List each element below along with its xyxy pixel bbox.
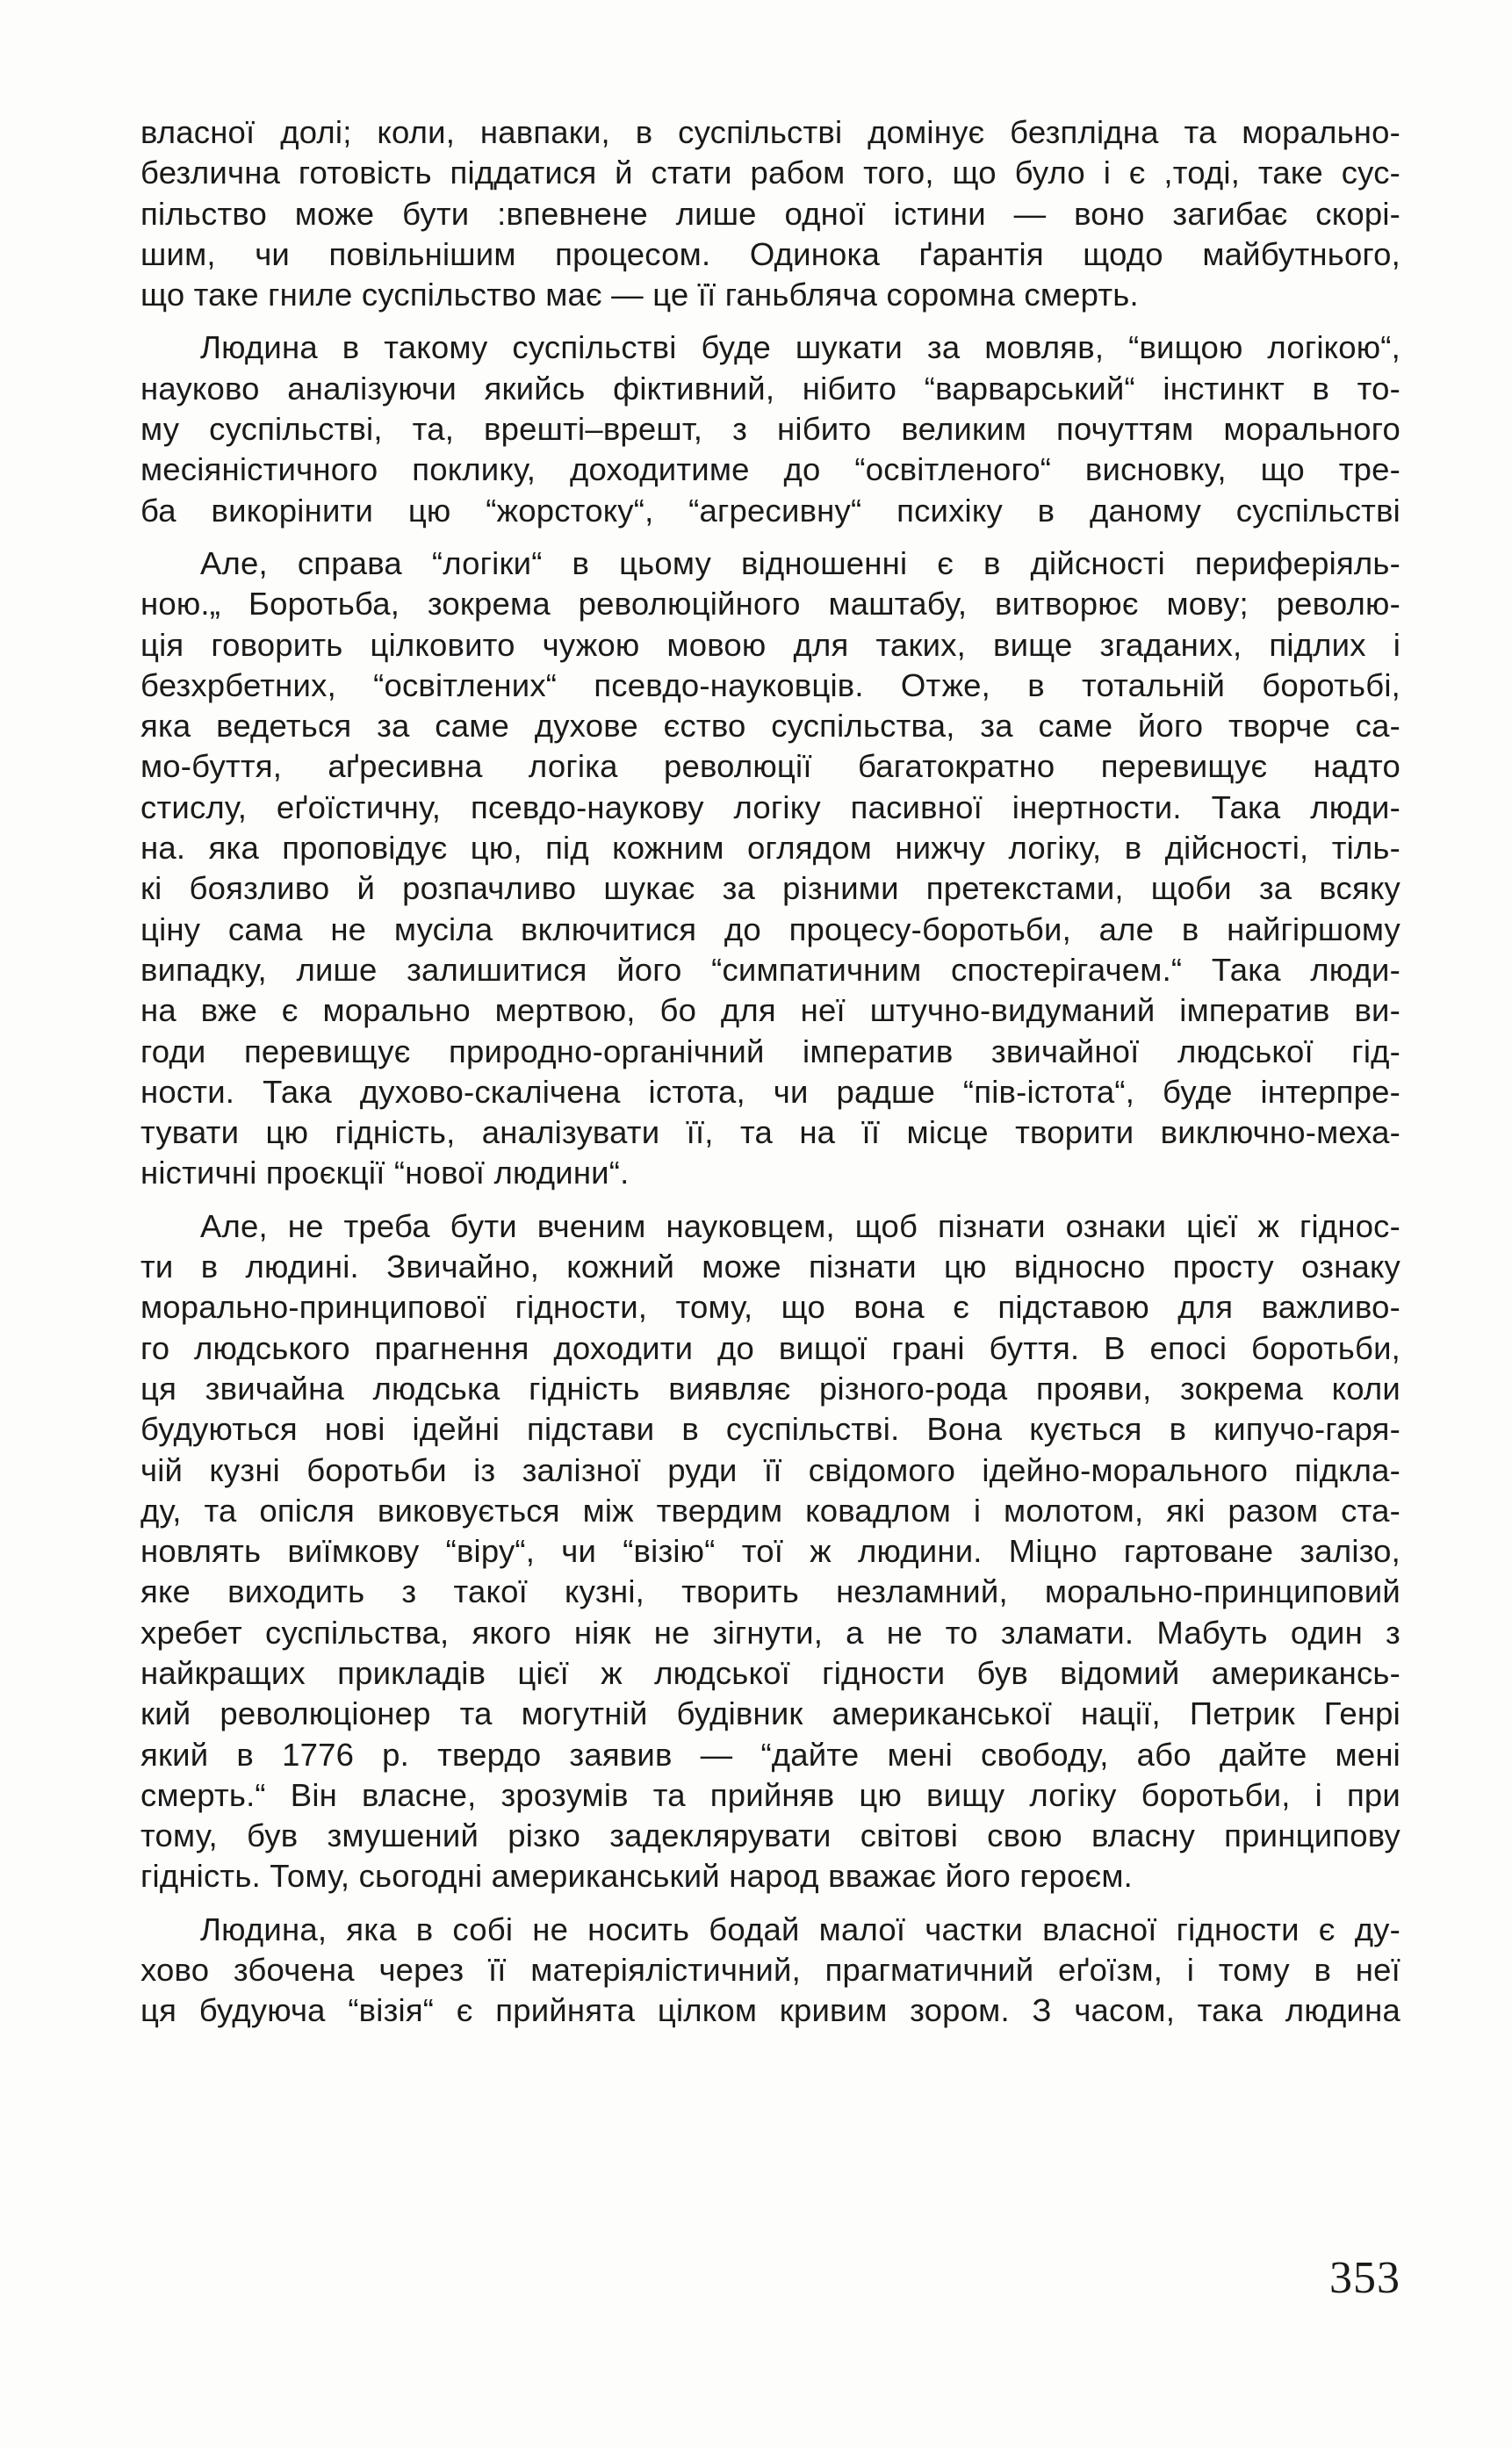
text-line: яке виходить з такої кузні, творить незламний, морально-принциповий (140, 1573, 1400, 1610)
text-line: новлять виїмкову “віру“, чи “візію“ тої ж людини. Міцно гартоване залізо, (140, 1533, 1400, 1570)
text-line: Але, справа “логіки“ в цьому відношенні є в дійсності периферіяль- (200, 544, 1400, 581)
text-line: безхрбетних, “освітлених“ псевдо-науковців. Отже, в тотальній боротьбі, (140, 666, 1400, 703)
paragraph-2 (140, 327, 1400, 530)
body-text (140, 112, 1400, 2044)
text-line: ба викорінити цю “жорстоку“, “агресивну“ психіку в даному суспільстві (140, 492, 1400, 529)
text-line: тувати цю гідність, аналізувати її, та на її місце творити виключно-меха- (140, 1114, 1400, 1151)
text-line: хребет суспільства, якого ніяк не зігнути, а не то зламати. Мабуть один з (140, 1614, 1400, 1651)
text-line: шим, чи повільнішим процесом. Одинока ґарантія щодо майбутнього, (140, 235, 1400, 272)
text-line: на. яка проповідує цю, під кожним оглядом нижчу логіку, в дійсності, тіль- (140, 830, 1400, 867)
paragraph-1 (140, 112, 1400, 315)
text-line: гідність. Тому, сьогодні американський народ вважає його героєм. (140, 1858, 1133, 1895)
text-line: ця будуюча “візія“ є прийнята цілком кривим зором. З часом, така людина (140, 1992, 1400, 2029)
text-line: ція говорить цілковито чужою мовою для таких, вище згаданих, підлих і (140, 626, 1400, 663)
text-line: ною.„ Боротьба, зокрема революційного маштабу, витворює мову; револю- (140, 586, 1400, 623)
text-line: морально-принципової гідности, тому, що вона є підставою для важливо- (140, 1289, 1400, 1326)
text-line: чій кузні боротьби із залізної руди її свідомого ідейно-морального підкла- (140, 1451, 1400, 1488)
text-line: ности. Така духово-скалічена істота, чи радше “пів-істота“, буде інтерпре- (140, 1073, 1400, 1110)
text-line: го людського прагнення доходити до вищої грані буття. В епосі боротьби, (140, 1329, 1400, 1366)
text-line: будуються нові ідейні підстави в суспільстві. Вона кується в кипучо-гаря- (140, 1411, 1400, 1448)
text-line: ду, та опісля виковується між твердим ковадлом і молотом, які разом ста- (140, 1492, 1400, 1529)
text-line: Але, не треба бути вченим науковцем, щоб пізнати ознаки цієї ж гіднос- (200, 1207, 1400, 1244)
text-line: безлична готовість піддатися й стати рабом того, що було і є ,тоді, таке сус- (140, 155, 1400, 191)
text-line: яка ведеться за саме духове єство суспільства, за саме його творче са- (140, 708, 1400, 745)
text-line: ністичні проєкції “нової людини“. (140, 1155, 630, 1191)
text-line: найкращих прикладів цієї ж людської гідности був відомий американсь- (140, 1654, 1400, 1691)
text-line: стислу, еґоїстичну, псевдо-наукову логіку пасивної інертности. Така люди- (140, 788, 1400, 825)
text-line: що таке гниле суспільство має — це її ганьбляча соромна смерть. (140, 277, 1139, 313)
text-line: власної долі; коли, навпаки, в суспільстві домінує безплідна та морально- (140, 114, 1400, 150)
text-line: годи перевищує природно-органічний імператив звичайної людської гід- (140, 1033, 1400, 1069)
text-line: який в 1776 р. твердо заявив — “дайте мені свободу, або дайте мені (140, 1736, 1400, 1773)
text-line: ціну сама не мусіла включитися до процесу-боротьби, але в найгіршому (140, 910, 1400, 947)
text-line: науково аналізуючи якийсь фіктивний, нібито “варварський“ інстинкт в то- (140, 370, 1400, 407)
page-number: 353 (1329, 2253, 1400, 2303)
paragraph-4 (140, 1206, 1400, 1897)
text-line: ти в людині. Звичайно, кожний може пізнати цю відносно просту ознаку (140, 1249, 1400, 1285)
paragraph-3 (140, 543, 1400, 1194)
text-line: мо-буття, аґресивна логіка революції багатократно перевищує надто (140, 748, 1400, 785)
text-line: кі боязливо й розпачливо шукає за різними претекстами, щоби за всяку (140, 870, 1400, 907)
paragraph-5 (140, 1910, 1400, 2032)
text-line: месіяністичного поклику, доходитиме до “освітленого“ висновку, що тре- (140, 451, 1400, 488)
text-line: кий революціонер та могутній будівник американської нації, Петрик Генрі (140, 1695, 1400, 1732)
text-line: випадку, лише залишитися його “симпатичним спостерігачем.“ Така люди- (140, 951, 1400, 988)
text-line: пільство може бути :впевнене лише одної істини — воно загибає скорі- (140, 195, 1400, 232)
text-line: ця звичайна людська гідність виявляє різного-рода прояви, зокрема коли (140, 1370, 1400, 1407)
text-line: смерть.“ Він власне, зрозумів та прийняв цю вищу логіку боротьби, і при (140, 1776, 1400, 1813)
text-line: Людина, яка в собі не носить бодай малої частки власної гідности є ду- (200, 1911, 1400, 1947)
text-line: на вже є морально мертвою, бо для неї штучно-видуманий імператив ви- (140, 992, 1400, 1029)
text-line: хово збочена через її матеріялістичний, прагматичний еґоїзм, і тому в неї (140, 1952, 1400, 1989)
text-line: тому, був змушений різко задеклярувати світові свою власну принципову (140, 1817, 1400, 1854)
text-line: Людина в такому суспільстві буде шукати за мовляв, “вищою логікою“, (200, 329, 1400, 366)
text-line: му суспільстві, та, врешті–врешт, з нібито великим почуттям морального (140, 411, 1400, 448)
